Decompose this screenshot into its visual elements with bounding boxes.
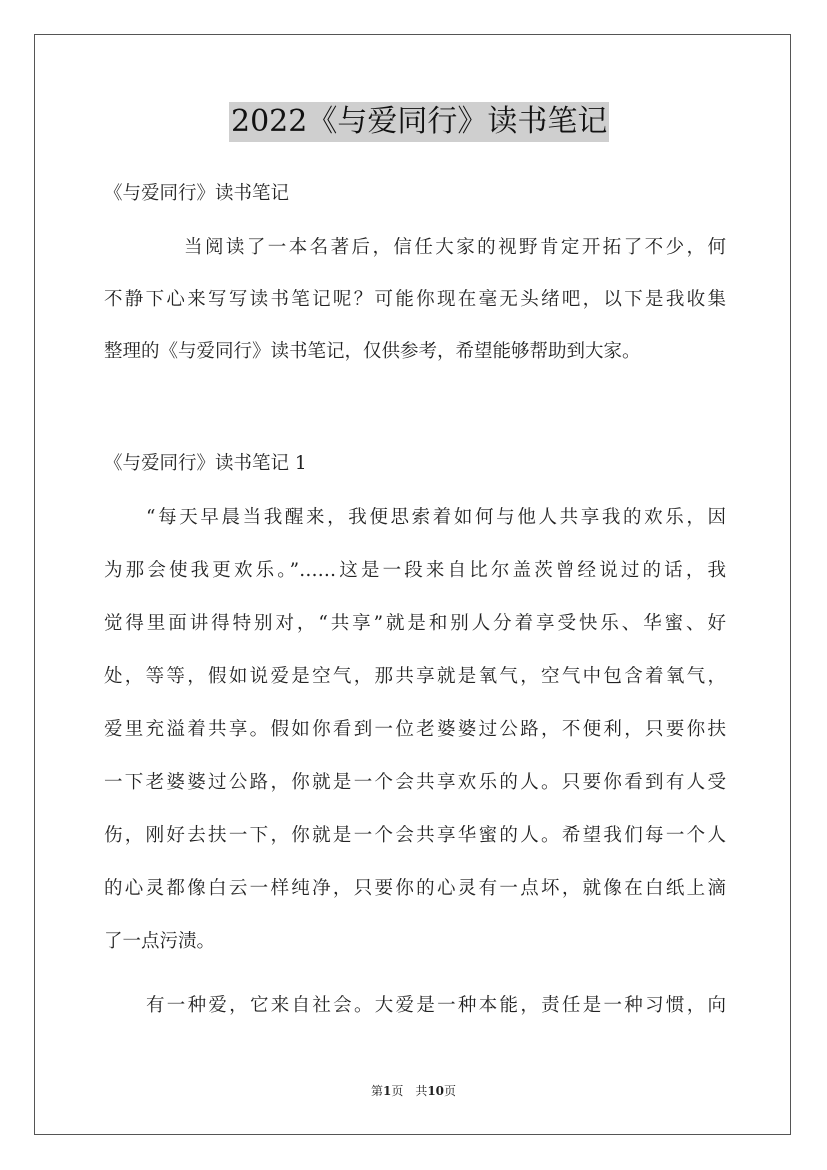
para1-line-1: “每天早晨当我醒来，我便思索着如何与他人共享我的欢乐，因 [146,507,726,528]
para1-line-8: 的心灵都像白云一样纯净，只要你的心灵有一点坏，就像在白纸上滴 [104,878,726,899]
subtitle: 《与爱同行》读书笔记 [104,183,290,204]
para1-line-2: 为那会使我更欢乐。”……这是一段来自比尔盖茨曾经说过的话，我 [104,560,726,581]
para1-line-3: 觉得里面讲得特别对，“共享”就是和别人分着享受快乐、华蜜、好 [104,613,726,634]
intro-line-1: 当阅读了一本名著后，信任大家的视野肯定开拓了不少，何 [184,237,726,258]
para2-line-1: 有一种爱，它来自社会。大爱是一种本能，责任是一种习惯，向 [146,995,726,1016]
para1-line-5: 爱里充溢着共享。假如你看到一位老婆婆过公路，不便利，只要你扶 [104,719,726,740]
para1-line-6: 一下老婆婆过公路，你就是一个会共享欢乐的人。只要你看到有人受 [104,772,726,793]
para1-line-7: 伤，刚好去扶一下，你就是一个会共享华蜜的人。希望我们每一个人 [104,825,726,846]
page-footer [0,1083,827,1099]
section-heading-1: 《与爱同行》读书笔记 1 [104,453,307,474]
para1-line-4: 处，等等，假如说爱是空气，那共享就是氧气，空气中包含着氧气， [104,666,726,687]
document-title: 2022《与爱同行》读书笔记 [229,102,609,142]
intro-line-3: 整理的《与爱同行》读书笔记，仅供参考，希望能够帮助到大家。 [104,341,641,362]
footer-page-total: 10 [427,1084,445,1098]
footer-page-number: 1 [382,1084,392,1098]
footer-page-suffix: 页 [444,1084,457,1098]
footer-page-mid: 页 共 [391,1084,428,1098]
footer-page-prefix: 第 [370,1084,383,1098]
intro-line-2: 不静下心来写写读书笔记呢？可能你现在毫无头绪吧，以下是我收集 [104,289,726,310]
para1-line-9: 了一点污渍。 [104,931,216,952]
